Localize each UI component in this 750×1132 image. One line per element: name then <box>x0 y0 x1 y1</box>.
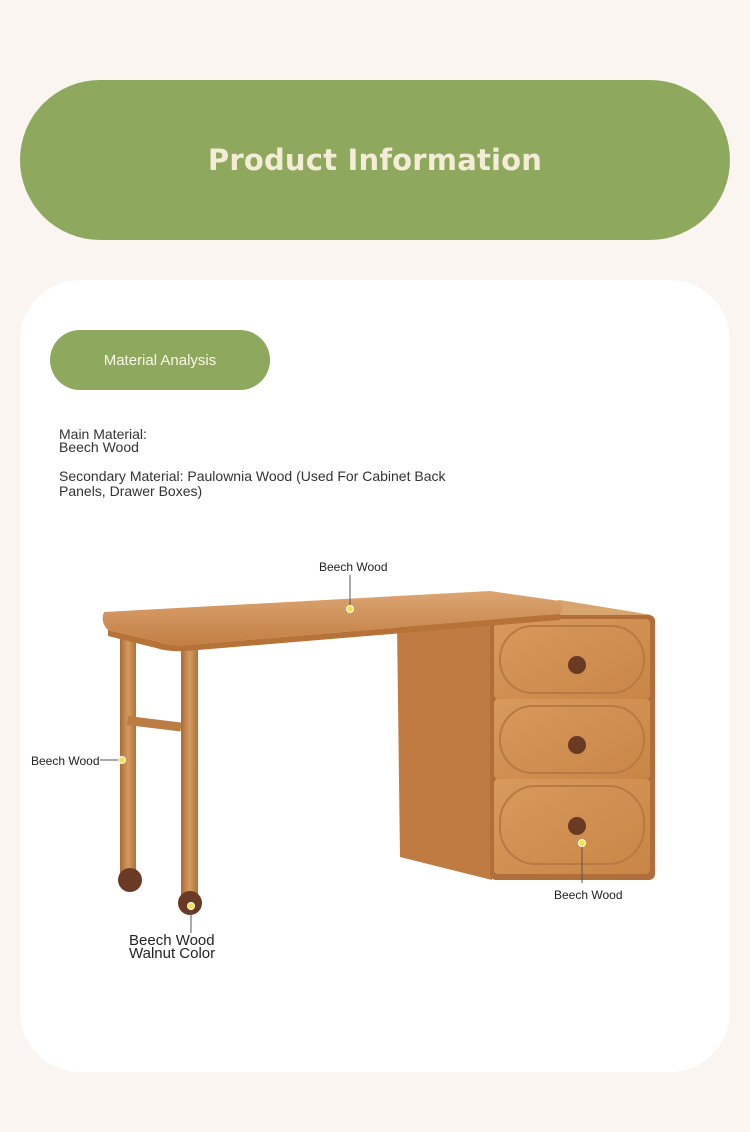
drawer-knob-3 <box>568 817 586 835</box>
drawer-3 <box>494 779 650 874</box>
page-title: Product Information <box>207 143 543 177</box>
desk-leg-front <box>181 646 198 898</box>
callout-leg: Beech Wood <box>31 754 100 768</box>
drawer-knob-2 <box>568 736 586 754</box>
main-material-value: Beech Wood <box>59 439 139 455</box>
section-label: Material Analysis <box>103 351 217 369</box>
drawer-knob-1 <box>568 656 586 674</box>
callout-top: Beech Wood <box>319 560 388 574</box>
desk-leg-back <box>120 636 136 876</box>
marker-leg <box>119 757 126 764</box>
callout-foot <box>129 934 215 960</box>
marker-top <box>347 606 354 613</box>
callout-foot-line2: Walnut Color <box>129 945 216 962</box>
drawer-1 <box>494 619 650 699</box>
cabinet-side <box>397 620 492 880</box>
marker-foot <box>188 903 195 910</box>
secondary-material: Secondary Material: Paulownia Wood (Used For Cabinet Back Panels, Drawer Boxes) <box>59 468 446 499</box>
drawer-2 <box>494 699 650 779</box>
marker-drawer <box>579 840 586 847</box>
main-material-label: Main Material: <box>59 426 147 442</box>
callout-foot-line1: Beech Wood <box>129 932 215 949</box>
callout-drawer: Beech Wood <box>554 888 623 902</box>
walnut-foot-back <box>118 868 142 892</box>
